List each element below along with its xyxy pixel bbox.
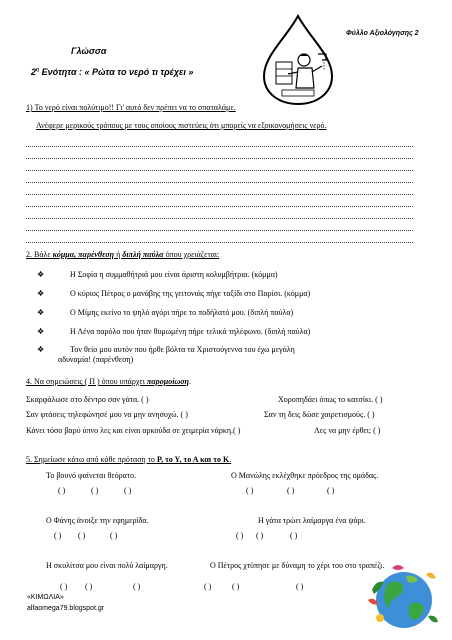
answer-blank[interactable]: ( ) [296,582,304,591]
answer-blank[interactable]: ( ) [133,582,141,591]
answer-blank[interactable]: ( ) [110,531,118,540]
answer-blank[interactable]: ( ) [85,582,93,591]
answer-blank[interactable]: ( ) [256,531,264,540]
bullet-diamond-icon: ❖ [37,327,45,336]
answer-blank[interactable]: ( ) [327,486,335,495]
bullet-diamond-icon: ❖ [37,270,45,279]
q4-sentence[interactable]: Κάνει τόσο βαρύ ύπνο λες και είναι αρκούδα σε χειμερία νάρκη.( ) [26,426,241,435]
q4-sentence[interactable]: Λες να μην έρθει; ( ) [314,426,381,435]
q4-title: 4. Να σημειώσεις ( Π ) όπου υπάρχει παρομοίωση. [26,377,191,386]
bullet-diamond-icon: ❖ [37,308,45,317]
unit-superscript: η [36,67,40,73]
q4-sentence[interactable]: Χοροπηδάει όπως το κατσίκι. ( ) [278,395,383,404]
q2-item: Τον θείο μου αυτόν που ήρθε βόλτα τα Χριστούγεννα του έχω μεγάλη [70,345,295,354]
earth-illustration [362,560,442,632]
unit-number: 2 [31,67,37,77]
footer-site-link[interactable]: alfaomega79.blogspot.gr [27,605,105,612]
answer-blank[interactable]: ( ) [246,486,254,495]
bullet-diamond-icon: ❖ [37,289,45,298]
answer-blank[interactable]: ( ) [290,531,298,540]
q1-prompt: Ανέφερε μερικούς τρόπους με τους οποίους πιστεύεις ότι μπορείς να εξοικονομήσεις νερό. [36,121,327,130]
q4-sentence[interactable]: Σκαρφάλωσε στο δέντρο σαν γάτα. ( ) [26,395,149,404]
answer-line[interactable] [26,158,413,159]
answer-line[interactable] [26,194,413,195]
q5-sentence: Η σκυλίτσα μου είναι πολύ λαίμαργη. [46,561,168,570]
answer-blank[interactable]: ( ) [91,486,99,495]
answer-line[interactable] [26,206,413,207]
q5-sentence: Η γάτα τρώει λαίμαργα ένα ψάρι. [258,516,366,525]
bullet-diamond-icon: ❖ [37,345,45,354]
answer-blank[interactable]: ( ) [58,486,66,495]
water-drop-illustration [256,14,340,106]
subject-title: Γλώσσα [71,46,107,56]
q5-sentence: Ο Πέτρος χτύπησε με δύναμη το χέρι του στο τραπέζι. [210,561,385,570]
answer-blank[interactable]: ( ) [236,531,244,540]
answer-blank[interactable]: ( ) [124,486,132,495]
answer-blank[interactable]: ( ) [232,582,240,591]
q2-item: Ο Μίμης εκείνο το ψηλό αγόρι πήρε το ποδήλατό μου. (διπλή παύλα) [70,308,294,317]
q2-title: 2. Βάλε κόμμα, παρένθεση ή διπλή παύλα όπου χρειάζεται: [26,250,220,259]
q5-sentence: Ο Μανώλης εκλέχθηκε πρόεδρος της ομάδας. [231,471,379,480]
answer-blank[interactable]: ( ) [54,531,62,540]
answer-line[interactable] [26,218,413,219]
footer-brand: «ΚΙΜΩΛΙΑ» [27,594,64,601]
sheet-label: Φύλλο Αξιολόγησης 2 [346,30,419,37]
answer-line[interactable] [26,170,413,171]
q5-sentence: Ο Φάνης άνοιξε την εφημερίδα. [46,516,149,525]
q5-sentence: Το βουνό φαίνεται θεόρατο. [46,471,137,480]
q5-title: 5. Σημείωσε κάτω από κάθε πρόταση το Ρ, το Υ, το Α και το Κ. [26,455,232,464]
unit-title-text: Ενότητα : « Ρώτα το νερό τι τρέχει » [41,67,194,77]
q2-item: Η Σοφία η συμμαθήτριά μου είναι άριστη κολυμβήτρια. (κόμμα) [70,270,278,279]
answer-blank[interactable]: ( ) [287,486,295,495]
q4-sentence[interactable]: Σαν τη δεις δώσε χαιρετισμούς. ( ) [264,410,375,419]
answer-line[interactable] [26,146,413,147]
answer-blank[interactable]: ( ) [78,531,86,540]
q2-item: Ο κύριος Πέτρος ο μανάβης της γειτονιάς πήγε ταξίδι στο Παρίσι. (κόμμα) [70,289,311,298]
answer-line[interactable] [26,182,413,183]
q2-item-continuation: αδυναμία! (παρένθεση) [58,355,134,364]
answer-blank[interactable]: ( ) [60,582,68,591]
q1-title: 1) Το νερό είναι πολύτιμο!! Γι' αυτό δεν πρέπει να το σπαταλάμε. [26,103,236,112]
answer-line[interactable] [26,242,413,243]
answer-line[interactable] [26,230,413,231]
q4-sentence[interactable]: Σαν φτάσεις τηλεφώνησέ μου να μην ανησυχώ. ( ) [26,410,188,419]
unit-title [31,67,193,77]
answer-blank[interactable]: ( ) [204,582,212,591]
q2-item: Η Λένα παρόλο που ήταν θυμωμένη πήρε τελικά τηλέφωνο. (διπλή παύλα) [70,327,311,336]
